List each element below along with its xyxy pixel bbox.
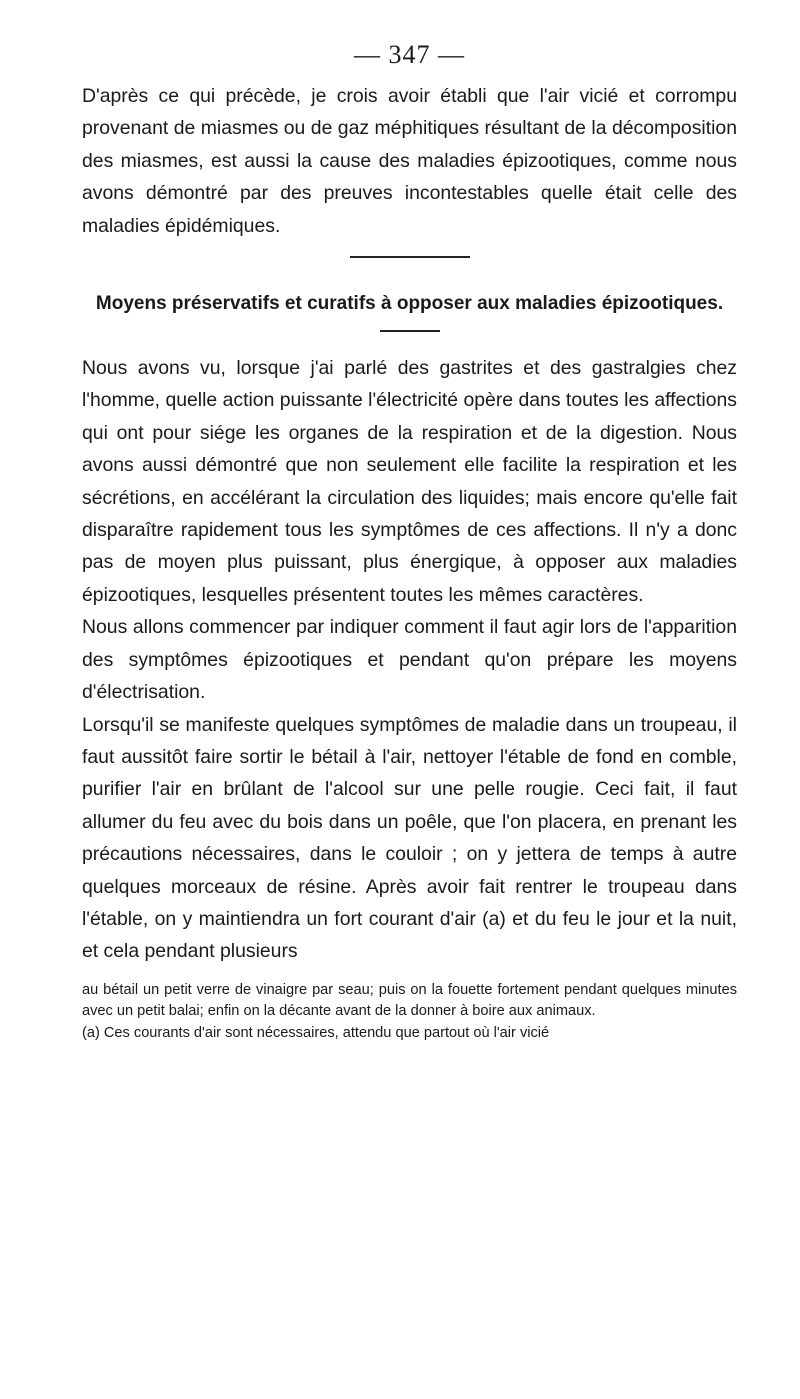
footnote-continuation: au bétail un petit verre de vinaigre par seau; puis on la fouette fortement pendant quelques minutes avec un petit balai; enfin on la décante avant de la donner à boire aux animaux. bbox=[82, 981, 737, 1020]
body-paragraph: Nous avons vu, lorsque j'ai parlé des gastrites et des gastralgies chez l'homme, quelle action puissante l'électricité opère dans toutes les affections qui ont pour siége les organes de la respiration et de la digestion. Nous avons aussi démontré que non seulement elle facilite la respiration et les sécrétions, en accélérant la circulation des liquides; mais encore qu'elle fait disparaître rapidement tous les symptômes de ces affections. Il n'y a donc pas de moyen plus puissant, plus énergique, à opposer aux maladies épizootiques, lesquelles présentent toutes les mêmes caractères. bbox=[82, 357, 737, 606]
section-heading: Moyens préservatifs et curatifs à opposer aux maladies épizootiques. bbox=[95, 293, 724, 315]
opening-paragraph: D'après ce qui précède, je crois avoir établi que l'air vicié et corrompu provenant de miasmes ou de gaz méphitiques résultant de la décomposition des miasmes, est aussi la cause des maladies épizootiques, comme nous avons démontré par des preuves incontestables quelle était celle des maladies épidémiques. bbox=[82, 85, 737, 237]
footnotes bbox=[82, 980, 737, 1045]
body-paragraph: Nous allons commencer par indiquer comment il faut agir lors de l'apparition des symptômes épizootiques et pendant qu'on prépare les moyens d'électrisation. bbox=[82, 616, 737, 704]
book-page bbox=[82, 42, 737, 1044]
section-divider bbox=[350, 256, 470, 258]
footnote-a: (a) Ces courants d'air sont nécessaires, attendu que partout où l'air vicié bbox=[82, 1024, 550, 1041]
body-paragraph: Lorsqu'il se manifeste quelques symptômes de maladie dans un troupeau, il faut aussitôt faire sortir le bétail à l'air, nettoyer l'étable de fond en comble, purifier l'air en brûlant de l'alcool sur une pelle rougie. Ceci fait, il faut allumer du feu avec du bois dans un poêle, que l'on placera, en prenant les précautions nécessaires, dans le couloir ; on y jettera de temps à autre quelques morceaux de résine. Après avoir fait rentrer le troupeau dans l'étable, on y maintiendra un fort courant d'air (a) et du feu le jour et la nuit, et cela pendant plusieurs bbox=[82, 713, 737, 963]
page-number: — 347 — bbox=[354, 40, 465, 69]
heading-divider bbox=[380, 330, 440, 332]
